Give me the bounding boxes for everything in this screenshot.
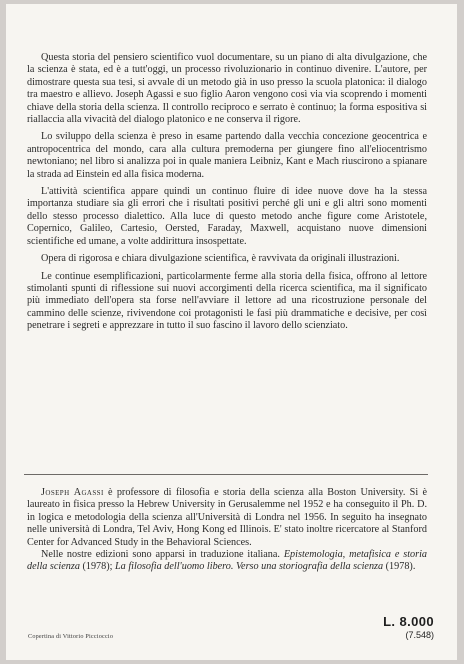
author-name: Joseph Agassi <box>41 487 104 498</box>
bio-paragraph-2 <box>27 549 427 574</box>
price: L. 8.000 <box>383 614 434 629</box>
book-year-1: (1978); <box>79 561 116 573</box>
paragraph-5: Le continue esemplificazioni, particolarmente ferme alla storia della fisica, offrono al lettore stimolanti spunti di riflessione sui nuovi accorgimenti della ricerca scientifica, ma il significato più immediato dell'opera sta forse nell'avviare il lettore ad una ricostruzione personale del cammino delle scienze, rivivendone coi protagonisti le fasi più drammatiche e decisive, per così penetrare i segreti e apprezzare in tutto il suo fascino il lavoro dello scienziato. <box>27 270 427 332</box>
paragraph-1: Questa storia del pensiero scientifico vuol documentare, su un piano di alta divulgazione, che la scienza è stata, ed è a tutt'oggi, un processo rivoluzionario in continuo divenire. L'autore, per dimostrare questa sua tesi, si avvale di un metodo già in uso presso la scuola platonica: il dialogo tra maestro e allievo. Joseph Agassi e suo figlio Aaron vengono così via via scoprendo i momenti chiave della storia della scienza. Il controllo reciproco e serrato è continuo; la forma espositiva si riallaccia alla vivacità del dialogo platonico e ne conserva il rigore. <box>27 52 427 126</box>
paragraph-3: L'attività scientifica appare quindi un continuo fluire di idee nuove dove ha la stessa importanza studiare sia gli errori che i risultati positivi perché gli uni e gli altri sono momenti dello stesso processo dialettico. Alla luce di questo metodo anche figure come Aristotele, Copernico, Galileo, Cartesio, Oersted, Faraday, Maxwell, acquistano nuove dimensioni scientifiche ed umane, a volte addirittura insospettate. <box>27 186 427 247</box>
cover-credit: Copertina di Vittorio Piccioccio <box>28 633 114 640</box>
author-bio <box>27 487 427 574</box>
book-year-2: (1978). <box>383 561 416 573</box>
bio-text: è professore di filosofia e storia della scienza alla Boston University. Si è laureato in fisica presso la Hebrew University in Gerusalemme nel 1952 e ha conseguito il Ph. D. in logica e metodologia della scienza all'Università di Londra nel 1956. In seguito ha insegnato nelle università di Londra, Tel Aviv, Hong Kong ed Illinois. E' stato inoltre ricercatore al Stanford Center for Advanced Study in the Behavioral Sciences. <box>27 487 428 548</box>
price-code: (7.548) <box>405 630 434 640</box>
bio-editions-intro: Nelle nostre edizioni sono apparsi in traduzione italiana. <box>41 549 284 561</box>
paragraph-2: Lo sviluppo della scienza è preso in esame partendo dalla vecchia concezione geocentrica e antropocentrica del mondo, cara alla cultura premoderna per giungere fino all'eliocentrismo newtoniano; nel libro si analizza poi in quale maniera Leibniz, Kant e Mach riuscirono a spianare la strada ad Einstein ed alla fisica moderna. <box>27 131 427 180</box>
bio-paragraph-1 <box>27 487 427 549</box>
book-title-2: La filosofia dell'uomo libero. Verso una storiografia della scienza <box>115 561 384 573</box>
description-text <box>27 52 427 338</box>
paragraph-4: Opera di rigorosa e chiara divulgazione scientifica, è ravvivata da originali illustrazioni. <box>41 253 400 265</box>
price-block <box>383 614 434 640</box>
book-title-1: Epistemologia, metafisica e storia della scienza <box>27 549 428 573</box>
divider <box>24 474 428 475</box>
